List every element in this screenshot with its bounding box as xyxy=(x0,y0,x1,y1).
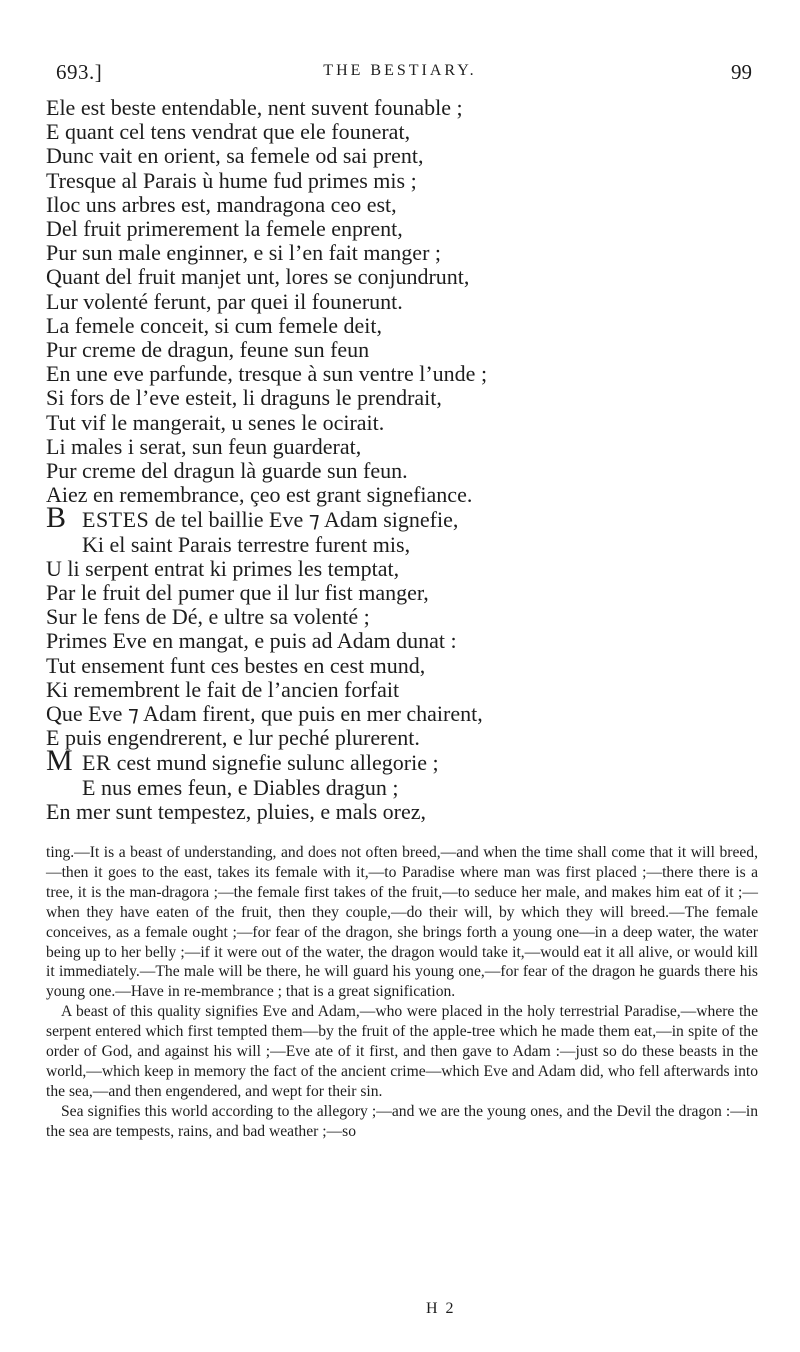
running-header xyxy=(0,60,800,90)
drop-cap: M xyxy=(46,744,73,778)
stanza-opening-line xyxy=(46,744,766,778)
verse-line: Pur sun male enginner, e si l’en fait manger ; xyxy=(46,240,442,266)
translation-paragraph: A beast of this quality signifies Eve and Adam,—who were placed in the holy terrestrial Paradise,—where the serpent entered which first tempted them—by the fruit of the apple-tree which he made them eat,—in spite of the order of God, and against his will ;—Eve ate of it first, and then gave to Adam :—just so do these beasts in the world,—which keep in memory the fact of the ancient crime—which Eve and Adam did, who fell afterwards into the sea,—and then engendered, and wept for their sin. xyxy=(46,1003,758,1100)
translation-paragraph: Sea signifies this world according to the allegory ;—and we are the young ones, and the Devil the dragon :—in the sea are tempests, rains, and bad weather ;—so xyxy=(46,1102,758,1140)
verse-line: La femele conceit, si cum femele deit, xyxy=(46,312,382,338)
verse-line: Pur creme del dragun là guarde sun feun. xyxy=(46,458,408,484)
verse-line: Primes Eve en mangat, e puis ad Adam dunat : xyxy=(46,628,457,654)
drop-cap: B xyxy=(46,501,67,535)
verse-line-rest: cest mund signefie sulunc allegorie ; xyxy=(111,750,439,776)
verse-line: Si fors de l’eve esteit, li draguns le prendrait, xyxy=(46,385,442,411)
verse-text xyxy=(46,96,766,824)
section-number: 693.] xyxy=(56,60,103,84)
verse-line: Aiez en remembrance, çeo est grant signefiance. xyxy=(46,482,473,508)
stanza-opening-line xyxy=(46,501,766,535)
small-caps-word: ESTES xyxy=(82,507,150,533)
verse-line: Dunc vait en orient, sa femele od sai prent, xyxy=(46,143,424,169)
translation-paragraph: ting.—It is a beast of understanding, and does not often breed,—and when the time shall come that it will breed,—then it goes to the east, takes its female with it,—to Paradise where man was first placed ;—there there is a tree, it is the man-dragora ;—the female first takes of the fruit,—to seduce her male, and makes him eat of it ;—when they have eaten of the fruit, then they couple,—do their will, by which they will breed.—The female conceives, as a female ought ;—for fear of the dragon, she brings forth a young one—in a deep water, the water being up to her belly ;—if it were out of the water, the dragon would take it,—would eat it all alive, or would kill it immediately.—The male will be there, he will guard his young one,—for fear of the dragon he guards there his young one.—Have in re-membrance ; that is a great signification. xyxy=(46,844,758,1001)
verse-line: Lur volenté ferunt, par quei il founerunt. xyxy=(46,288,403,314)
verse-line: Tut vif le mangerait, u senes le ocirait. xyxy=(46,409,385,435)
verse-line: E nus emes feun, e Diables dragun ; xyxy=(82,774,399,800)
verse-line: Quant del fruit manjet unt, lores se conjundrunt, xyxy=(46,264,470,290)
verse-line-rest: de tel baillie Eve ⁊ Adam signefie, xyxy=(149,507,459,533)
verse-line: Tresque al Parais ù hume fud primes mis ; xyxy=(46,167,417,193)
verse-line: E puis engendrerent, e lur peché plurerent. xyxy=(46,725,420,751)
verse-line: Ele est beste entendable, nent suvent founable ; xyxy=(46,95,463,120)
signature-mark: H 2 xyxy=(426,1300,456,1317)
verse-line: Li males i serat, sun feun guarderat, xyxy=(46,433,362,459)
small-caps-word: ER xyxy=(82,750,112,776)
verse-line: En mer sunt tempestez, pluies, e mals orez, xyxy=(46,798,426,824)
verse-line: Sur le fens de Dé, e ultre sa volenté ; xyxy=(46,604,370,630)
running-title: THE BESTIARY. xyxy=(323,62,477,79)
verse-line: En une eve parfunde, tresque à sun ventre l’unde ; xyxy=(46,361,488,387)
verse-line: Ki el saint Parais terrestre furent mis, xyxy=(82,531,411,557)
verse-line: Tut ensement funt ces bestes en cest mund, xyxy=(46,652,426,678)
verse-line: Iloc uns arbres est, mandragona ceo est, xyxy=(46,191,397,217)
verse-line: Pur creme de dragun, feune sun feun xyxy=(46,337,370,363)
verse-line: E quant cel tens vendrat que ele founerat, xyxy=(46,119,411,145)
verse-line: Ki remembrent le fait de l’ancien forfait xyxy=(46,676,400,702)
translation-footnote xyxy=(46,843,758,1142)
verse-line: Del fruit primerement la femele enprent, xyxy=(46,216,403,242)
verse-line: Que Eve ⁊ Adam firent, que puis en mer chairent, xyxy=(46,701,483,727)
page-number: 99 xyxy=(731,60,752,84)
verse-line: Par le fruit del pumer que il lur fist manger, xyxy=(46,580,429,606)
verse-line: U li serpent entrat ki primes les temptat, xyxy=(46,555,400,581)
